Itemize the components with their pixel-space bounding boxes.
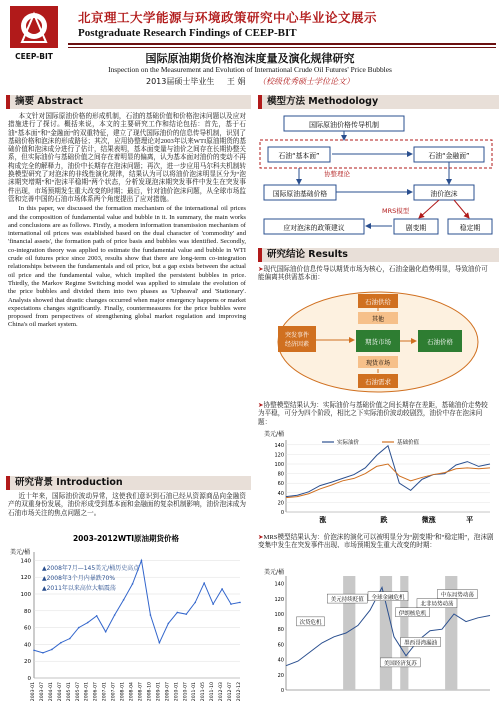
wti-point: [78, 627, 80, 629]
wti-point: [185, 613, 187, 615]
mrs-y-tick: 40: [277, 657, 284, 664]
node-upheaval-label: 剧变期: [405, 224, 427, 232]
wti-point: [239, 602, 241, 604]
result-1-text: [258, 266, 494, 283]
wti-x-tick: 2012-12: [237, 682, 242, 702]
mrs-event-label: 全球金融危机: [371, 594, 405, 601]
author-line: [0, 76, 500, 87]
mrs-y-tick: 20: [277, 672, 284, 679]
wti-x-tick: 2007-07: [111, 682, 117, 702]
wti-y-tick: 120: [20, 575, 31, 582]
node-emergency-label-1: 突发事件: [284, 332, 310, 339]
node-stable-label: 稳定期: [459, 224, 481, 232]
intro-heading: 研究背景 Introduction: [6, 476, 251, 490]
node-emergency-label-2: 经济因素: [284, 341, 310, 348]
wti-point: [132, 583, 134, 585]
wti-point: [60, 642, 62, 644]
abstract-en: In this paper, we discussed the formation mechanism of the international oil prices and the composition of fundamental value and bubble in it. In summary, the main works and conclusions are as follows. Firstly, a modern information transmission mechanism of international oil prices was established based on the dual character of 'commodity' and 'financial assets', the formation path of price basis and bubbles was identified. Secondly, co-integration theory was applied to estimate the fundamental value and bubble in WTI crude oil futures price since 2003, results show that there are long-term co-integration relationships between the fundamentals and oil price, but a gap exists between the actual oil price and the fundamental value, which implied the persistent bubbles in price. Thirdly, the Markov Regime Switching model was applied to simulate the evolution of the price bubbles and divided them into two phases as 'Upheaval' and 'Stationary'. Analysis showed that drastic changes occurred when major emergency happens or market expectations changes significantly. Finally, countermeasures for the price bubbles were proposed from perspectives of strengthening global market regulation and improving China's oil market system.: [8, 205, 246, 329]
node-price-label: 石油价格: [427, 338, 453, 346]
node-spot-label: 现货市场: [365, 360, 391, 367]
wti-x-tick: 2005-01: [66, 682, 72, 702]
wti-annotation: ▲2008年3个月内暴跌70%: [42, 575, 116, 582]
mrs-event-label: 美国经济复苏: [383, 660, 417, 667]
wti-y-tick: 20: [24, 659, 31, 666]
wti-point: [221, 588, 223, 590]
wti-annotation: ▲2008年7月—145美元/桶历史高点: [42, 565, 140, 572]
mrs-event-label: 中东局势动荡: [440, 592, 474, 599]
wti-point: [42, 652, 44, 654]
author-prefix: 2013届硕士毕业生: [146, 77, 215, 86]
coint-y-tick: 120: [274, 452, 284, 459]
mrs-y-tick: 0: [280, 688, 284, 694]
coint-phase-label: 平: [466, 516, 474, 524]
mrs-ylabel: 美元/桶: [264, 569, 285, 576]
mrs-y-tick: 100: [274, 612, 284, 618]
node-fundamental-label: 石油“基本面”: [278, 152, 320, 160]
node-futures-label: 期货市场: [365, 338, 391, 346]
wti-chart-title: 2003-2012WTI原油期货价格: [72, 534, 180, 543]
result-3-text: [258, 534, 494, 551]
wti-x-tick: 2004-07: [57, 682, 63, 702]
title-en: Inspection on the Measurement and Evolution of International Crude Oil Futures' Price Bubbles: [108, 65, 392, 74]
header-divider: [68, 43, 496, 45]
method-heading: 模型方法 Methodology: [258, 95, 499, 109]
wti-price-chart: [6, 530, 246, 702]
wti-x-tick: 2008-01: [120, 682, 126, 702]
wti-x-tick: 2003-07: [39, 682, 45, 702]
wti-x-tick: 2009-07: [165, 682, 171, 702]
coint-y-tick: 40: [277, 490, 284, 497]
wti-x-tick: 2004-01: [48, 682, 54, 702]
mrs-chart: [262, 566, 494, 702]
header-divider-thin: [68, 47, 496, 48]
cointegration-chart: [262, 428, 494, 530]
coint-y-tick: 60: [277, 481, 284, 488]
wti-x-tick: 2010-01: [174, 682, 180, 702]
arrow-stable: [454, 200, 469, 218]
result-3-body: MRS模型结果认为：价泡沫的演化可以被明显分为“剧变期”和“稳定期”，泡沫剧变集中发生在突发事件出现、市场预期发生重大改变的时期：: [258, 534, 494, 550]
coint-series-line: [286, 446, 490, 497]
mrs-y-tick: 60: [277, 642, 284, 649]
coint-phase-label: 涨: [319, 516, 327, 524]
coint-ylabel: 美元/桶: [264, 431, 285, 438]
mrs-event-label: 北非局势动荡: [420, 601, 454, 608]
wti-x-tick: 2012-03: [219, 682, 225, 702]
arrow-upheaval: [419, 200, 439, 218]
wti-x-tick: 2009-01: [156, 682, 162, 702]
methodology-diagram: [254, 112, 498, 242]
wti-x-tick: 2008-07: [138, 682, 144, 702]
coint-y-tick: 100: [274, 462, 284, 468]
result-2-body: 协整模型结果认为：实际油价与基础价值之间长期存在差距，基础油价走势较为平稳，可分为四个阶段，相比之下实际油价波动较剧烈，油价中存在泡沫问题：: [258, 402, 488, 426]
abstract-cn: 本文针对国际原油价格的形成机制，石油的基础价值和价格泡沫问题以及应对措施进行了探讨。概括来说，本文的主要研究工作和结论包括：首先，基于石油“基本面”和“金融面”的双重特征，建立了现代国际油价的信息传导机制，识别了基础价格和泡沫的形成路径；其次，应用协整理论对2003年以来WTI原油期货的基础价值和泡沫成分进行了估计，结果表明，基本面变量与油价之间存在长期协整关系，但实际油价与基础价值之间存在着明显的偏离，认为基本面对油价的变动不再构成完全的解释力，油价中长期存在泡沫问题；再次，进一步应用马尔科夫机制转换模型研究了对泡沫的非线性演化规律，结果认为可以将油价泡沫明显区分为“泡沫期突增期”和“泡沫平稳期”两个状态，分析发现泡沫期突发事件中发生在突发事件出现，市场预期发生重大改变的时期；最后，针对油价泡沫问题，从全球市场监管和完善中国的石油市场体系两个角度提出了应对措施。: [8, 113, 246, 203]
wti-y-tick: 140: [20, 558, 31, 565]
wti-point: [123, 599, 125, 601]
coint-legend-label: 实际油价: [337, 440, 360, 446]
node-transmission-label: 国际原油价格传导机制: [309, 121, 379, 129]
result-2-text: [258, 402, 494, 427]
results-heading: 研究结论 Results: [258, 248, 499, 262]
wti-annotation: ▲2011年以来高位大幅震荡: [42, 585, 116, 592]
wti-y-tick: 80: [24, 608, 31, 615]
intro-body: [8, 493, 246, 518]
wti-x-tick: 2008-10: [147, 682, 153, 702]
wti-x-tick: 2008-04: [129, 682, 135, 702]
abstract-heading: 摘要 Abstract: [6, 95, 251, 109]
wti-x-tick: 2007-01: [102, 682, 108, 702]
wti-point: [203, 582, 205, 584]
wti-x-tick: 2011-05: [201, 682, 207, 702]
wti-y-tick: 100: [20, 592, 31, 598]
node-policy-label: 应对泡沫的政策建议: [283, 224, 345, 232]
bullet-arrow-icon: ➤: [258, 534, 264, 541]
mrs-event-label: 美元持续贬值: [330, 597, 364, 604]
coint-legend-label: 基础价值: [397, 440, 420, 446]
wti-x-tick: 2006-01: [84, 682, 90, 702]
node-other-label: 其他: [371, 316, 385, 323]
wti-point: [114, 614, 116, 616]
intro-text: 近十年来，国际油价波动异常，这使我们意识到石油已经从资源商品向金融资产的双重身份发展，油价形成受到基本面和金融面的复杂机制影响，油价泡沫成为石油市场关注的焦点问题之一。: [8, 493, 246, 517]
coint-y-tick: 80: [277, 471, 284, 478]
mrs-y-tick: 120: [274, 596, 284, 603]
coint-y-tick: 20: [277, 500, 284, 507]
institute-en: Postgraduate Research Findings of CEEP-BIT: [78, 27, 297, 39]
mrs-event-label: 墨西哥湾漏油: [404, 640, 438, 647]
node-emergency: [278, 326, 316, 352]
wti-chart-ylabel: 美元/桶: [10, 549, 31, 556]
wti-point: [87, 622, 89, 624]
abstract-body: [8, 113, 246, 330]
wti-y-tick: 0: [27, 676, 31, 682]
wti-point: [69, 638, 71, 640]
wti-x-tick: 2011-10: [210, 682, 216, 702]
mrs-y-tick: 80: [277, 627, 284, 634]
mrs-label: MRS模型: [382, 207, 410, 215]
coint-y-tick: 140: [274, 442, 284, 449]
node-bubble-label: 油价泡沫: [430, 190, 458, 198]
wti-point: [33, 649, 35, 651]
node-financial-label: 石油“金融面”: [428, 152, 470, 160]
bullet-arrow-icon: ➤: [258, 266, 264, 273]
author-name: 王 娟: [226, 77, 246, 86]
coint-phase-label: 跌: [380, 516, 388, 524]
coint-y-tick: 0: [280, 510, 284, 516]
wti-x-tick: 2006-07: [93, 682, 99, 702]
coint-phase-label: 微涨: [421, 516, 436, 524]
wti-point: [194, 602, 196, 604]
wti-point: [177, 612, 179, 614]
node-supply-label: 石油供给: [365, 298, 391, 306]
mrs-y-tick: 140: [274, 581, 284, 588]
result-1-body: 现代国际油价信息传导以期货市场为核心，石油金融化趋势明显，导致油价可能偏离其供需基本面：: [258, 266, 488, 282]
coint-label: 协整理论: [324, 170, 350, 178]
bullet-arrow-icon: ➤: [258, 402, 264, 409]
wti-x-tick: 2005-07: [75, 682, 81, 702]
mrs-event-label: 伊朗核危机: [398, 610, 427, 617]
wti-point: [212, 603, 214, 605]
mrs-event-label: 次贷危机: [299, 619, 322, 626]
wti-point: [150, 614, 152, 616]
wti-point: [230, 603, 232, 605]
title-cn: 国际原油期货价格泡沫度量及演化规律研究: [145, 52, 355, 65]
wti-y-tick: 40: [24, 642, 31, 649]
wti-x-tick: 2003-01: [31, 682, 36, 702]
wti-point: [105, 631, 107, 633]
transmission-diagram: [270, 286, 486, 398]
institute-cn: 北京理工大学能源与环境政策研究中心毕业论文展示: [78, 10, 378, 25]
wti-x-tick: 2010-07: [183, 682, 189, 702]
logo-text: CEEP-BIT: [15, 52, 53, 61]
node-basis-label: 国际原油基础价格: [272, 190, 328, 198]
wti-x-tick: 2011-01: [192, 682, 198, 702]
wti-y-tick: 60: [24, 625, 31, 632]
wti-point: [159, 642, 161, 644]
award-label: （校级优秀硕士学位论文）: [258, 77, 354, 86]
wti-x-tick: 2012-07: [228, 682, 234, 702]
wti-point: [51, 649, 53, 651]
node-demand-label: 石油需求: [365, 378, 391, 386]
wti-point: [168, 623, 170, 625]
wti-point: [96, 615, 98, 617]
wti-point: [141, 560, 143, 562]
